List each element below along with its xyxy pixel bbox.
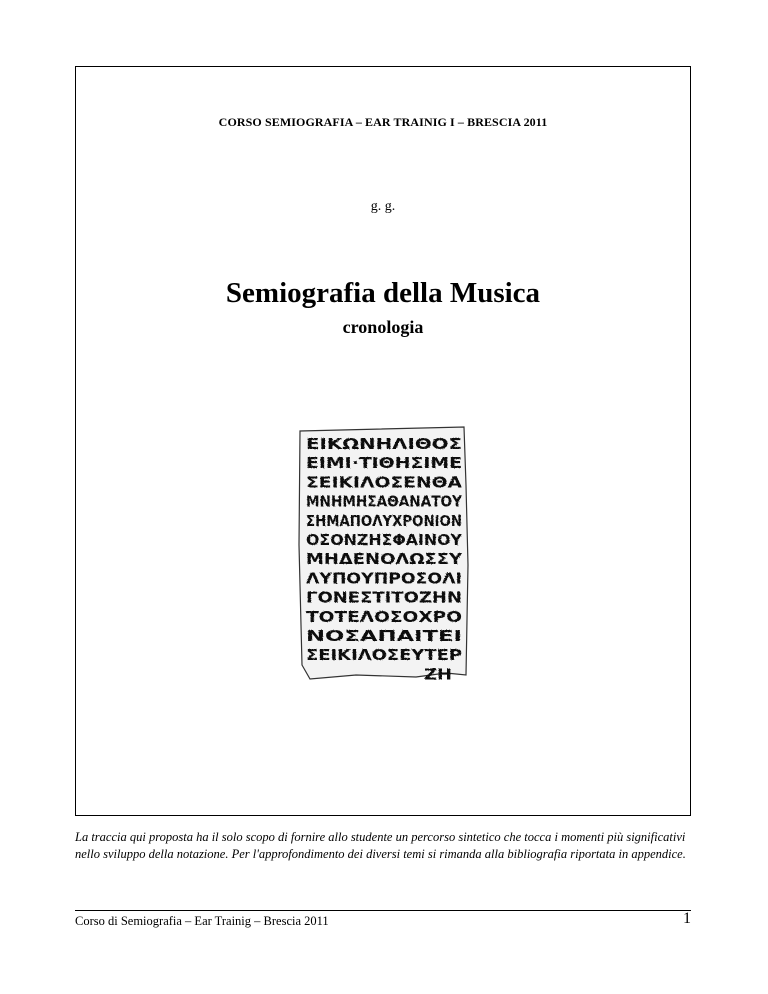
stele-inscription-line: ΝΟΣΑΠΑΙΤΕΙ <box>306 627 462 645</box>
footer-course-label: Corso di Semiografia – Ear Trainig – Brescia 2011 <box>75 914 329 928</box>
title-frame <box>75 66 691 816</box>
page-number: 1 <box>683 910 691 927</box>
stele-inscription-line: ΖΗ <box>424 665 452 681</box>
stele-inscription-line: ΓΟΝΕΣΤΙΤΟΖΗΝ <box>306 588 462 607</box>
stele-inscription-line: ΣΕΙΚΙΛΟΣΕΥΤΕΡ <box>306 646 463 665</box>
introduction-note: La traccia qui proposta ha il solo scopo di fornire allo studente un percorso sintetico che tocca i momenti più significativi nello sviluppo della notazione. Per l'approfondimento dei diversi temi si rimanda alla bibliografia riportata in appendice. <box>75 830 686 861</box>
page-title: Semiografia della Musica <box>225 277 541 309</box>
page-subtitle: cronologia <box>342 317 424 337</box>
stele-inscription-line: ΟΣΟΝΖΗΣΦΑΙΝΟΥ <box>306 531 464 549</box>
stele-inscription-line: ΣΕΙΚΙΛΟΣΕΝΘΑ <box>306 473 463 492</box>
stele-inscription-line: ΕΙΜΙ·ΤΙΘΗΣΙΜΕ <box>306 454 462 473</box>
course-header: CORSO SEMIOGRAFIA – EAR TRAINIG I – BRESCIA 2011 <box>218 115 548 129</box>
stele-inscription-line: ΣΗΜΑΠΟΛΥΧΡΟΝΙΟΝ <box>306 511 462 530</box>
seikilos-stele-image <box>296 425 472 681</box>
stele-inscription-line: ΤΟΤΕΛΟΣΟΧΡΟ <box>306 607 462 626</box>
footer-divider <box>75 910 691 911</box>
stele-inscription-line: ΛΥΠΟΥΠΡΟΣΟΛΙ <box>306 569 462 588</box>
author-initials: g. g. <box>370 199 396 214</box>
stele-inscription-line: ΜΝΗΜΗΣΑΘΑΝΑΤΟΥ <box>306 492 464 511</box>
stele-inscription-line: ΕΙΚΩΝΗΛΙΘΟΣ <box>306 435 462 453</box>
stele-inscription-line: ΜΗΔΕΝΟΛΩΣΣΥ <box>306 550 464 569</box>
